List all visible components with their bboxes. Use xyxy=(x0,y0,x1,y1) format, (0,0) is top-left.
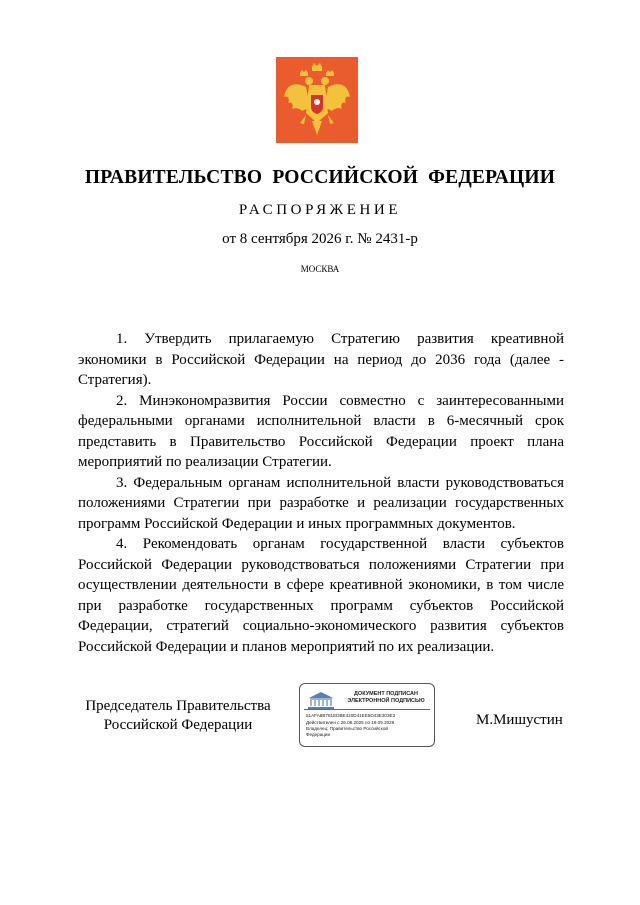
stamp-title-line2: ЭЛЕКТРОННОЙ ПОДПИСЬЮ xyxy=(347,698,425,704)
document-city: МОСКВА xyxy=(300,264,340,274)
signatory-position xyxy=(78,697,278,735)
document-body xyxy=(78,329,564,657)
paragraph-1: 1. Утвердить прилагаемую Стратегию развития креативной экономики в Российской Федерации на период до 2036 года (далее - Стратегия). xyxy=(78,331,564,388)
signatory-name: М.Мишустин xyxy=(476,712,563,728)
stamp-certificate: 51AFA8B781EDBE420D41EE5D43E303E3 xyxy=(306,713,396,718)
coat-of-arms xyxy=(276,57,358,143)
stamp-divider xyxy=(304,709,430,710)
stamp-title-line1: ДОКУМЕНТ ПОДПИСАН xyxy=(354,691,418,697)
russian-coat-of-arms-icon xyxy=(276,57,358,143)
government-name: ПРАВИТЕЛЬСТВО РОССИЙСКОЙ ФЕДЕРАЦИИ xyxy=(84,167,556,188)
document-date-number: от 8 сентября 2026 г. № 2431-р xyxy=(222,231,418,247)
electronic-signature-stamp xyxy=(299,683,435,747)
stamp-owner-line2: Федерации xyxy=(306,732,331,737)
government-building-icon xyxy=(306,690,336,710)
stamp-owner-line1: Владелец: Правительство Российской xyxy=(306,726,388,731)
paragraph-2: 2. Минэкономразвития России совместно с заинтересованными федеральными органами исполнительной власти в 6-месячный срок представить в Правительство Российской Федерации проект плана мероприятий по реализации Стратегии. xyxy=(78,392,564,470)
stamp-title xyxy=(340,691,432,705)
signatory-position-line2: Российской Федерации xyxy=(103,717,253,733)
paragraph-3: 3. Федеральным органам исполнительной власти руководствоваться положениями Стратегии при разработке и реализации государственных программ Российской Федерации и иных программных документов. xyxy=(78,474,564,532)
paragraph-4: 4. Рекомендовать органам государственной власти субъектов Российской Федерации руководствоваться положениями Стратегии при осуществлении деятельности в сфере креативной экономики, в том числе при разработке государственных программ субъектов Российской Федерации, стратегий социально-экономического развития субъектов Российской Федерации и планов мероприятий по их реализации. xyxy=(78,536,564,655)
signatory-position-line1: Председатель Правительства xyxy=(85,698,271,714)
document-type: РАСПОРЯЖЕНИЕ xyxy=(238,202,402,218)
stamp-validity: Действителен с 26.08.2025 по 19.09.2026 xyxy=(306,720,395,725)
